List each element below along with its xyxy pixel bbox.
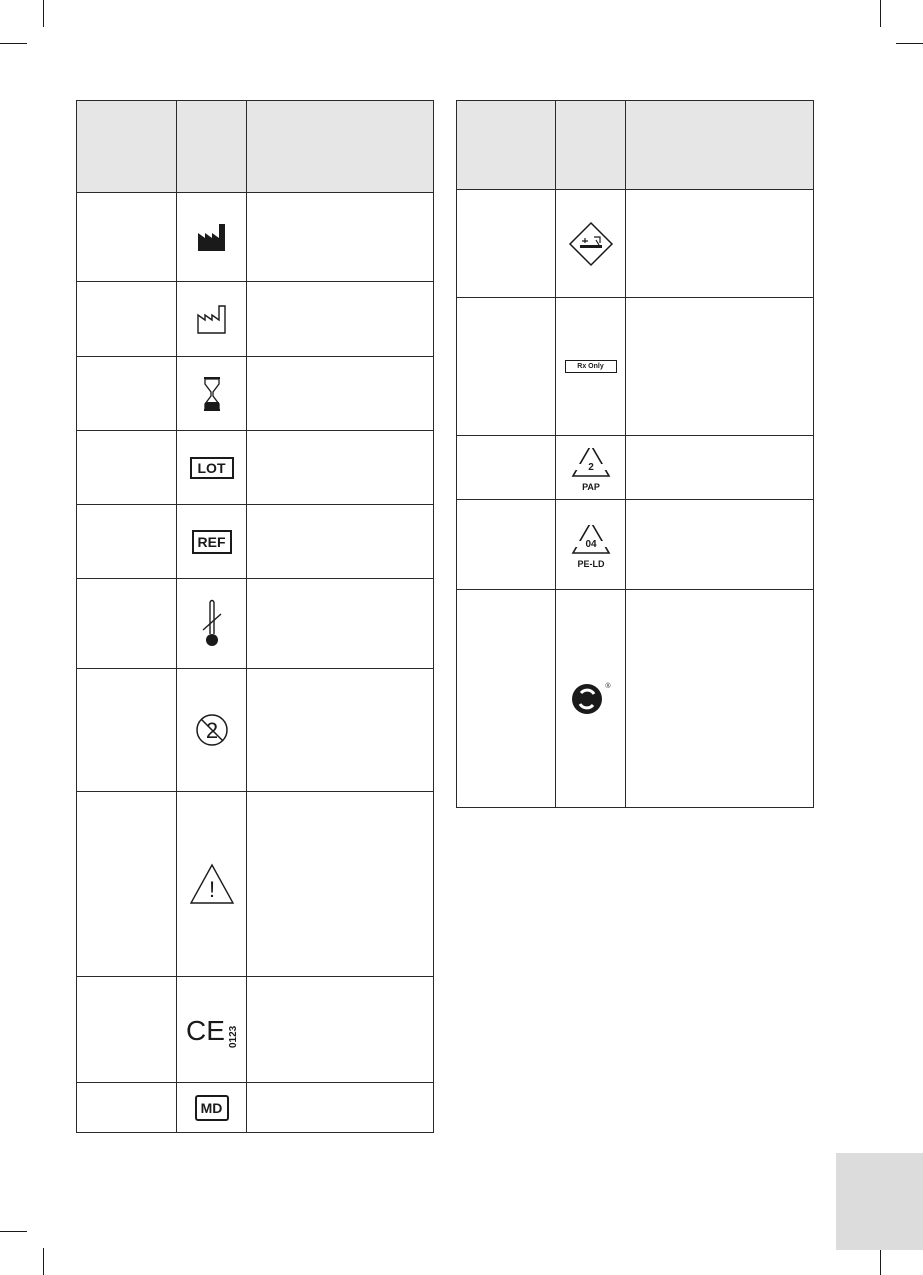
- symbols-table-left: [76, 100, 434, 1133]
- md-label: MD: [195, 1095, 229, 1121]
- crop-mark: [880, 1248, 881, 1275]
- manufacturer-icon: [177, 193, 246, 281]
- table-header: [77, 101, 433, 192]
- recycling-code: 2: [587, 461, 594, 473]
- crop-mark: [896, 43, 923, 44]
- rx-only-icon: [556, 298, 625, 435]
- crop-mark: [43, 1248, 44, 1275]
- date-of-manufacture-icon: [177, 282, 246, 356]
- ref-label: REF: [192, 530, 232, 554]
- recycling-material: PAP: [581, 481, 600, 492]
- recycling-material: PE-LD: [577, 558, 604, 569]
- do-not-reuse-icon: [177, 669, 246, 791]
- crop-mark: [0, 43, 27, 44]
- crop-mark: [880, 0, 881, 27]
- corrosive-icon: [556, 190, 625, 297]
- caution-label: !: [208, 877, 215, 902]
- use-by-date-icon: [177, 357, 246, 430]
- ref-icon: [177, 505, 246, 578]
- ce-mark-label: CE: [185, 1014, 225, 1046]
- crop-mark: [0, 1231, 27, 1232]
- notified-body-number: 0123: [227, 1025, 239, 1048]
- temperature-limit-icon: [177, 579, 246, 668]
- lot-label: LOT: [190, 457, 234, 479]
- lot-icon: [177, 431, 246, 504]
- registered-mark: ®: [604, 683, 611, 690]
- medical-device-icon: [177, 1083, 246, 1132]
- recycling-pe-ld-icon: [556, 500, 625, 589]
- recycling-code: 04: [584, 538, 597, 550]
- crop-mark: [43, 0, 44, 27]
- symbols-table-right: [456, 100, 814, 808]
- recycling-pap-icon: [556, 436, 625, 499]
- table-header: [457, 101, 813, 189]
- green-dot-icon: [556, 590, 625, 806]
- page-tab: [836, 1153, 923, 1250]
- rx-only-label: Rx Only: [565, 360, 617, 373]
- ce-mark-icon: [177, 977, 246, 1082]
- caution-icon: [177, 792, 246, 976]
- do-not-reuse-label: 2: [205, 718, 218, 743]
